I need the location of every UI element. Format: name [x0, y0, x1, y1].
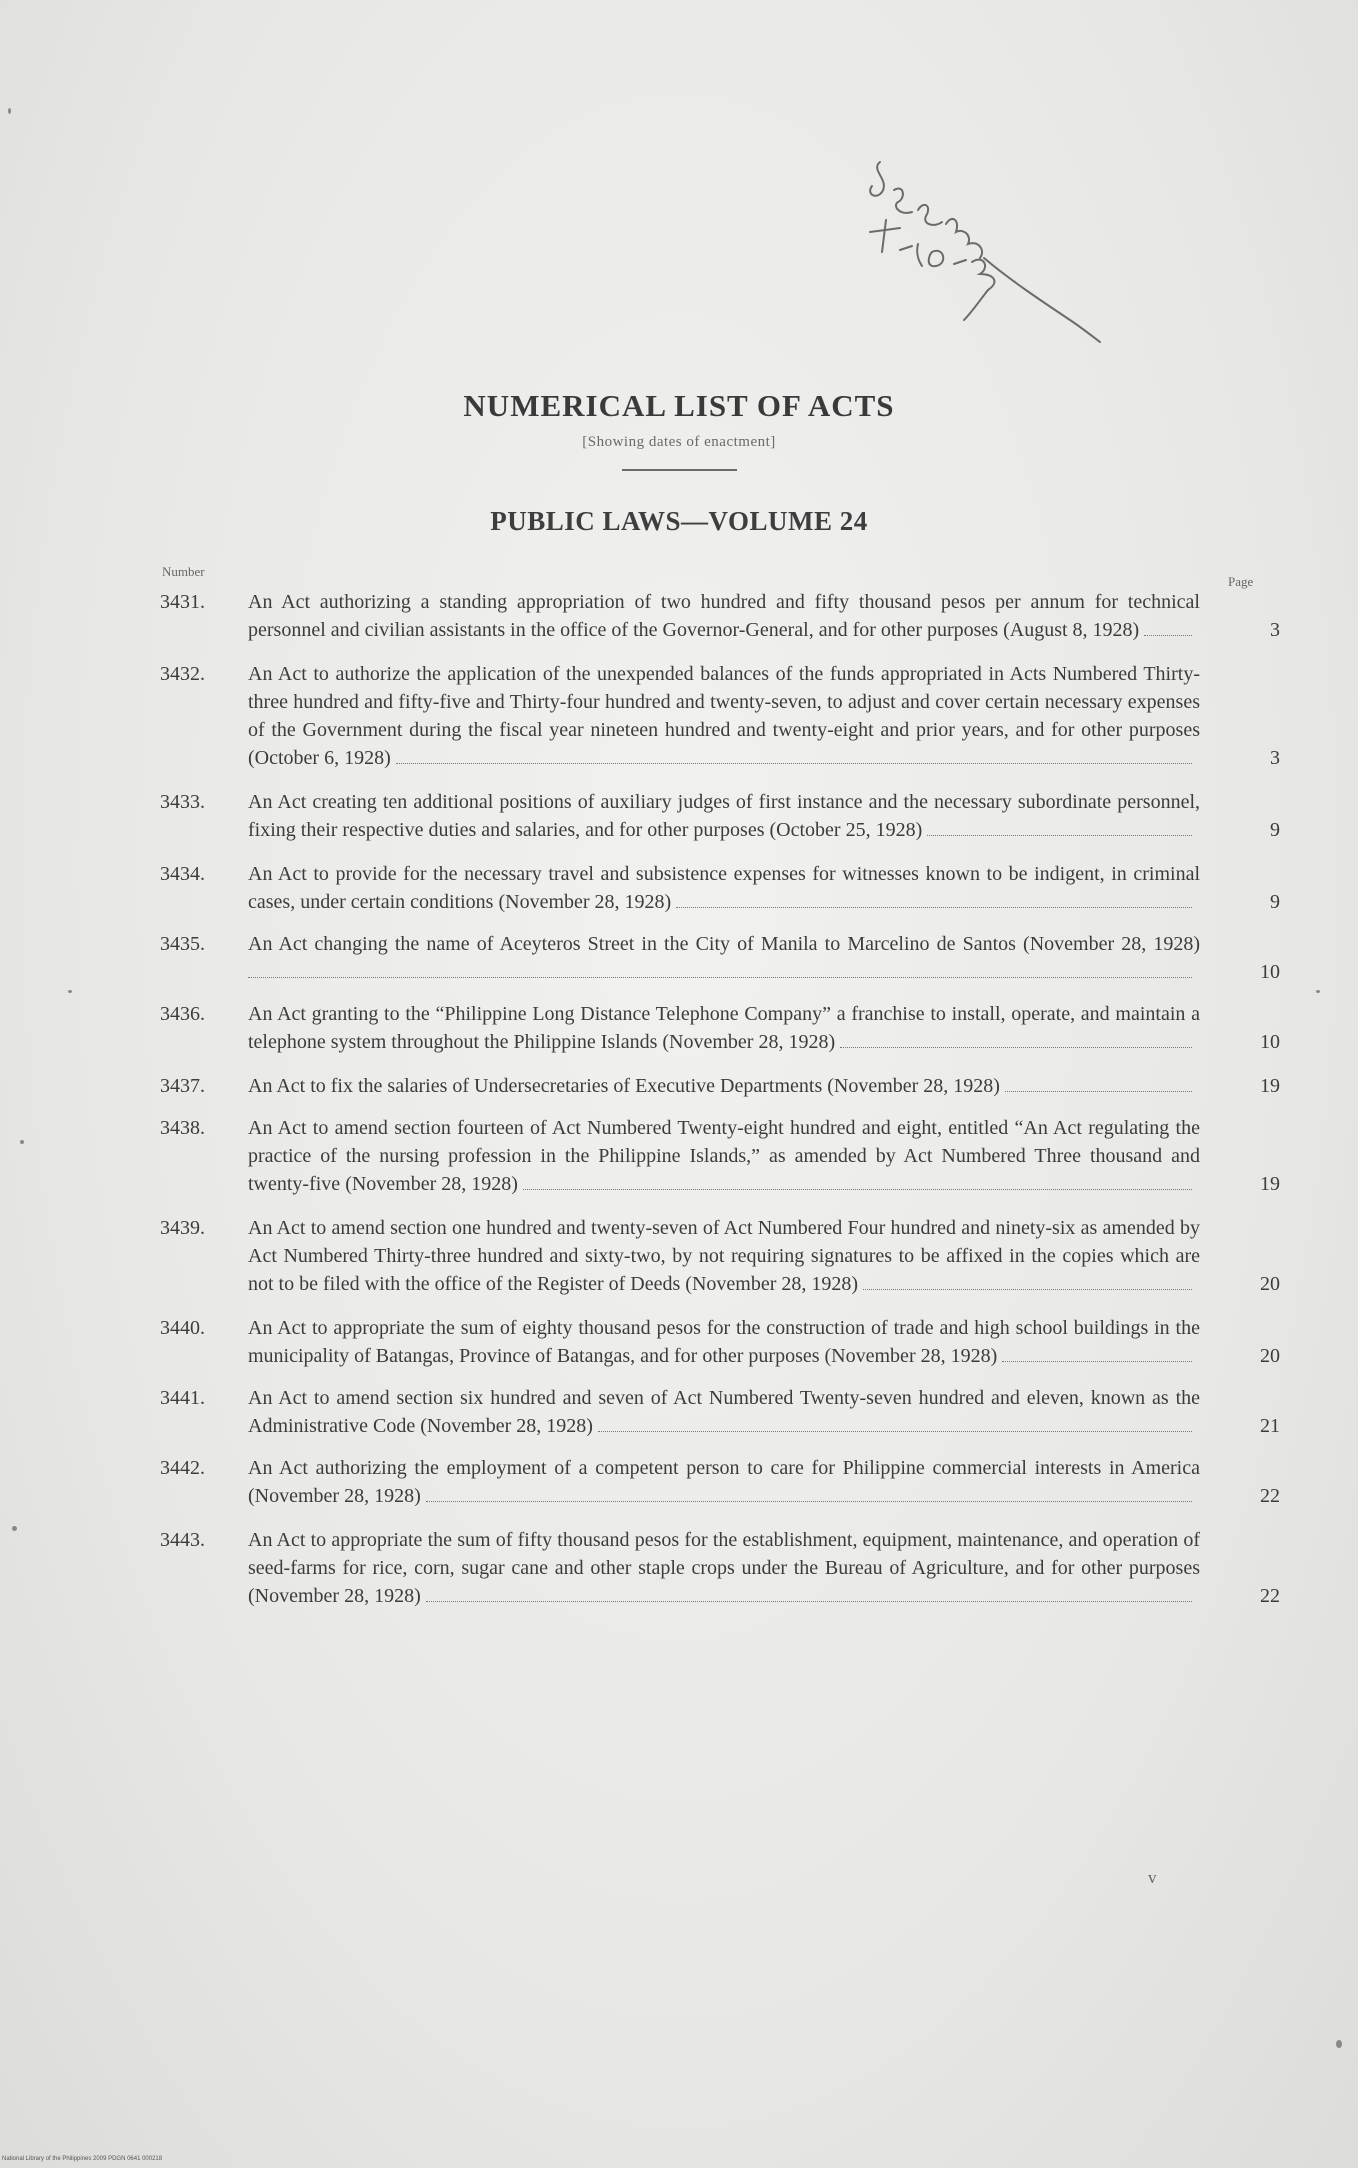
- acts-list: [160, 588, 1280, 1610]
- act-entry: [160, 1526, 1280, 1610]
- act-title: An Act granting to the “Philippine Long Distance Telephone Company” a franchise to install, operate, and maintain a telephone system throughout the Philippine Islands (November 28, 1928): [248, 1003, 1200, 1053]
- act-page-number: 20: [1260, 1345, 1280, 1367]
- act-page-number: 22: [1260, 1585, 1280, 1607]
- dot-leader: [1144, 619, 1192, 636]
- dot-leader: [598, 1415, 1192, 1432]
- scan-speck: [1316, 990, 1320, 993]
- act-title: An Act to fix the salaries of Undersecretaries of Executive Departments (November 28, 1928): [248, 1075, 1000, 1097]
- dot-leader: [523, 1173, 1192, 1190]
- dot-leader: [1002, 1345, 1192, 1362]
- dot-leader: [927, 819, 1192, 836]
- act-number: 3434.: [160, 863, 205, 885]
- scan-speck: [12, 1526, 17, 1531]
- dot-leader: [426, 1485, 1192, 1502]
- act-entry: [160, 588, 1280, 644]
- volume-heading: PUBLIC LAWS—VOLUME 24: [490, 506, 868, 536]
- act-title: An Act to provide for the necessary travel and subsistence expenses for witnesses known to be indigent, in criminal cases, under certain conditions (November 28, 1928): [248, 863, 1200, 913]
- act-title: An Act authorizing the employment of a competent person to care for Philippine commercial interests in America (November 28, 1928): [248, 1457, 1200, 1507]
- act-page-number: 19: [1260, 1075, 1280, 1097]
- act-page-number: 9: [1270, 891, 1280, 913]
- dot-leader: [248, 961, 1192, 978]
- act-title: An Act to amend section fourteen of Act Numbered Twenty-eight hundred and eight, entitled “An Act regulating the practice of the nursing profession in the Philippine Islands,” as amended by Act Numbered Three thousand and twenty-five (November 28, 1928): [248, 1117, 1200, 1195]
- act-number: 3431.: [160, 591, 205, 613]
- dot-leader: [396, 747, 1192, 764]
- act-entry: [160, 860, 1280, 916]
- act-number: 3443.: [160, 1529, 205, 1551]
- dot-leader: [1005, 1075, 1192, 1092]
- act-title: An Act to appropriate the sum of eighty thousand pesos for the construction of trade and high school buildings in the municipality of Batangas, Province of Batangas, and for other purposes (November 28, 1928): [248, 1317, 1200, 1367]
- act-number: 3440.: [160, 1317, 205, 1339]
- scan-speck: [8, 108, 11, 114]
- act-number: 3433.: [160, 791, 205, 813]
- act-page-number: 9: [1270, 819, 1280, 841]
- act-entry: [160, 1454, 1280, 1510]
- act-entry: [160, 1214, 1280, 1298]
- act-entry: [160, 1072, 1280, 1100]
- scan-speck: [20, 1140, 24, 1144]
- act-number: 3436.: [160, 1003, 205, 1025]
- handwritten-signature: [860, 140, 1110, 370]
- act-page-number: 10: [1260, 961, 1280, 983]
- scan-speck: [68, 990, 72, 993]
- page-subtitle: [Showing dates of enactment]: [582, 434, 776, 450]
- act-title: An Act to appropriate the sum of fifty thousand pesos for the establishment, equipment, maintenance, and operation of seed-farms for rice, corn, sugar cane and other staple crops under the Bureau of Agriculture, and for other purposes (November 28, 1928): [248, 1529, 1200, 1607]
- act-number: 3435.: [160, 933, 205, 955]
- dot-leader: [863, 1273, 1192, 1290]
- act-page-number: 19: [1260, 1173, 1280, 1195]
- act-page-number: 3: [1270, 619, 1280, 641]
- archive-watermark: National Library of the Philippines 2009 PDGN 0641 000218: [2, 2156, 163, 2162]
- act-title: An Act to authorize the application of the unexpended balances of the funds appropriated in Acts Numbered Thirty-three hundred and fifty-five and Thirty-four hundred and twenty-seven, to adjust and cover certain necessary expenses of the Government during the fiscal year nineteen hundred and twenty-eight and prior years, and for other purposes (October 6, 1928): [248, 663, 1200, 769]
- act-title: An Act changing the name of Aceyteros Street in the City of Manila to Marcelino de Santos (November 28, 1928): [248, 933, 1200, 955]
- act-page-number: 3: [1270, 747, 1280, 769]
- act-title: An Act to amend section six hundred and seven of Act Numbered Twenty-seven hundred and eleven, known as the Administrative Code (November 28, 1928): [248, 1387, 1200, 1437]
- act-number: 3439.: [160, 1217, 205, 1239]
- act-number: 3438.: [160, 1117, 205, 1139]
- dot-leader: [426, 1585, 1192, 1602]
- act-entry: [160, 788, 1280, 844]
- column-label-number: Number: [162, 564, 205, 579]
- act-entry: [160, 660, 1280, 772]
- act-title: An Act creating ten additional positions of auxiliary judges of first instance and the necessary subordinate personnel, fixing their respective duties and salaries, and for other purposes (October 25, 1928): [248, 791, 1200, 841]
- act-page-number: 21: [1260, 1415, 1280, 1437]
- act-number: 3432.: [160, 663, 205, 685]
- act-entry: [160, 1114, 1280, 1198]
- dot-leader: [676, 891, 1192, 908]
- document-header: [0, 388, 1358, 537]
- act-entry: [160, 1000, 1280, 1056]
- act-entry: [160, 1384, 1280, 1440]
- scan-speck: [1336, 2040, 1342, 2048]
- act-page-number: 20: [1260, 1273, 1280, 1295]
- act-page-number: 10: [1260, 1031, 1280, 1053]
- act-title: An Act to amend section one hundred and twenty-seven of Act Numbered Four hundred and ninety-six as amended by Act Numbered Thirty-three hundred and sixty-two, by not requiring signatures to be affixed in the copies which are not to be filed with the office of the Register of Deeds (November 28, 1928): [248, 1217, 1200, 1295]
- act-number: 3437.: [160, 1075, 205, 1097]
- act-title: An Act authorizing a standing appropriation of two hundred and fifty thousand pesos per annum for technical personnel and civilian assistants in the office of the Governor-General, and for other purposes (August 8, 1928): [248, 591, 1200, 641]
- act-number: 3442.: [160, 1457, 205, 1479]
- title-divider: [622, 469, 737, 471]
- act-number: 3441.: [160, 1387, 205, 1409]
- page-title: NUMERICAL LIST OF ACTS: [463, 388, 895, 423]
- act-entry: [160, 1314, 1280, 1370]
- page-numeral: v: [1148, 1868, 1157, 1887]
- dot-leader: [840, 1031, 1192, 1048]
- act-page-number: 22: [1260, 1485, 1280, 1507]
- column-label-page: Page: [1228, 574, 1254, 589]
- act-entry: [160, 930, 1280, 986]
